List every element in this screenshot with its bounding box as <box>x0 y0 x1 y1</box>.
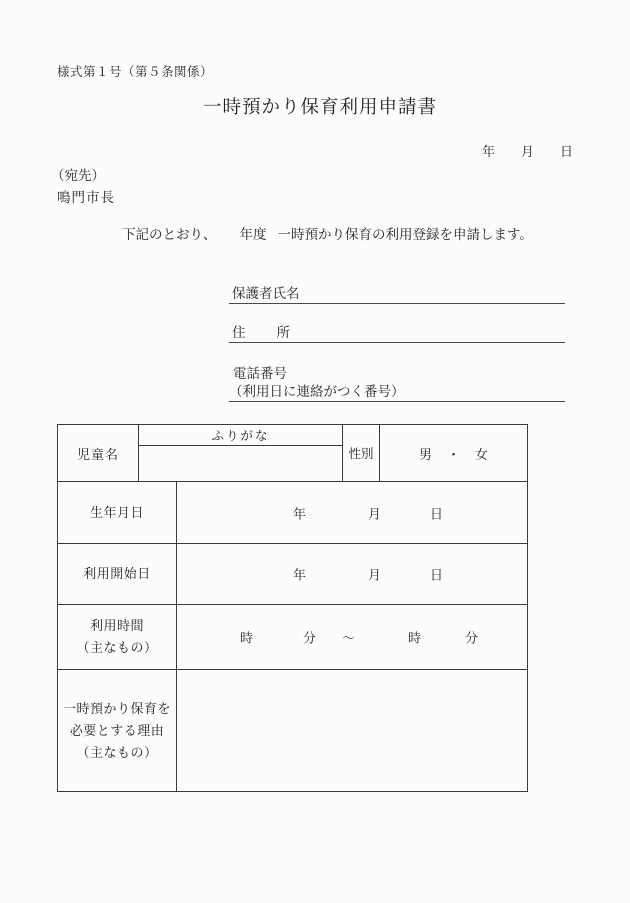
application-statement <box>122 223 533 243</box>
page-title: 一時預かり保育利用申請書 <box>202 98 437 118</box>
furigana-label: ふりがな <box>211 429 270 443</box>
address-field <box>229 325 565 343</box>
date-year-label: 年 <box>481 144 495 159</box>
start-date-value-cell <box>177 544 527 604</box>
child-name-label: 児童名 <box>76 446 119 462</box>
form-number: 様式第１号（第５条関係） <box>57 65 214 79</box>
address-label-char2: 所 <box>276 325 290 340</box>
usage-time-label-cell <box>58 605 177 669</box>
time-to-hour-unit: 時 <box>408 630 422 646</box>
start-date-label: 利用開始日 <box>83 566 151 581</box>
usage-time-row <box>58 605 527 670</box>
time-from-minute-unit: 分 <box>303 630 317 646</box>
child-name-label-cell <box>58 425 139 481</box>
gender-separator-dot: ・ <box>446 446 460 462</box>
addressee-prefix: （宛先） <box>51 168 105 183</box>
start-date-row <box>58 544 527 605</box>
gender-female-label: 女 <box>475 446 489 462</box>
reason-label-cell <box>58 670 177 791</box>
birth-date-value-cell <box>177 482 527 543</box>
gender-male-label: 男 <box>418 446 432 462</box>
guardian-name-field <box>229 286 565 304</box>
gender-label: 性別 <box>348 447 374 461</box>
date-month-label: 月 <box>520 144 534 159</box>
reason-value-cell <box>177 670 527 791</box>
statement-part1: 下記のとおり、 <box>122 227 217 242</box>
start-year-unit: 年 <box>293 567 307 583</box>
start-date-label-cell <box>58 544 177 604</box>
birth-date-label-cell <box>58 482 177 543</box>
phone-label: 電話番号 <box>233 366 287 381</box>
application-table <box>57 424 528 792</box>
start-month-unit: 月 <box>368 567 382 583</box>
birth-date-label: 生年月日 <box>89 504 144 520</box>
furigana-label-cell <box>139 425 342 446</box>
usage-time-label-line1: 利用時間 <box>89 618 144 633</box>
birth-date-row <box>58 482 527 544</box>
usage-time-value-cell <box>177 605 527 669</box>
date-day-label: 日 <box>559 144 573 159</box>
birth-month-unit: 月 <box>368 506 382 521</box>
phone-note-label: （利用日に連絡がつく番号） <box>229 384 405 399</box>
reason-label-line3: （主なもの） <box>76 744 158 760</box>
phone-field <box>229 384 565 402</box>
birth-year-unit: 年 <box>293 506 307 521</box>
start-day-unit: 日 <box>430 567 444 583</box>
reason-label-line2: 必要とする理由 <box>69 722 165 738</box>
usage-time-label-line2: （主なもの） <box>76 640 158 655</box>
reason-row <box>58 670 527 791</box>
statement-part3: 一時預かり保育の利用登録を申請します。 <box>277 227 533 242</box>
child-name-column <box>139 425 343 481</box>
time-to-minute-unit: 分 <box>465 630 479 646</box>
time-range-tilde: ～ <box>342 630 356 646</box>
birth-day-unit: 日 <box>430 506 444 521</box>
addressee-name: 鳴門市長 <box>57 190 115 205</box>
guardian-name-label: 保護者氏名 <box>232 286 300 301</box>
address-label <box>229 325 290 341</box>
gender-label-cell <box>343 425 380 481</box>
gender-value-cell <box>380 425 527 481</box>
child-info-row <box>58 425 527 482</box>
time-from-hour-unit: 時 <box>240 630 254 646</box>
address-label-char1: 住 <box>232 325 246 340</box>
reason-label-line1: 一時預かり保育を <box>62 700 171 716</box>
fiscal-year-label: 年度 <box>239 227 267 242</box>
date-line <box>482 141 573 160</box>
child-name-input-area <box>139 446 342 481</box>
